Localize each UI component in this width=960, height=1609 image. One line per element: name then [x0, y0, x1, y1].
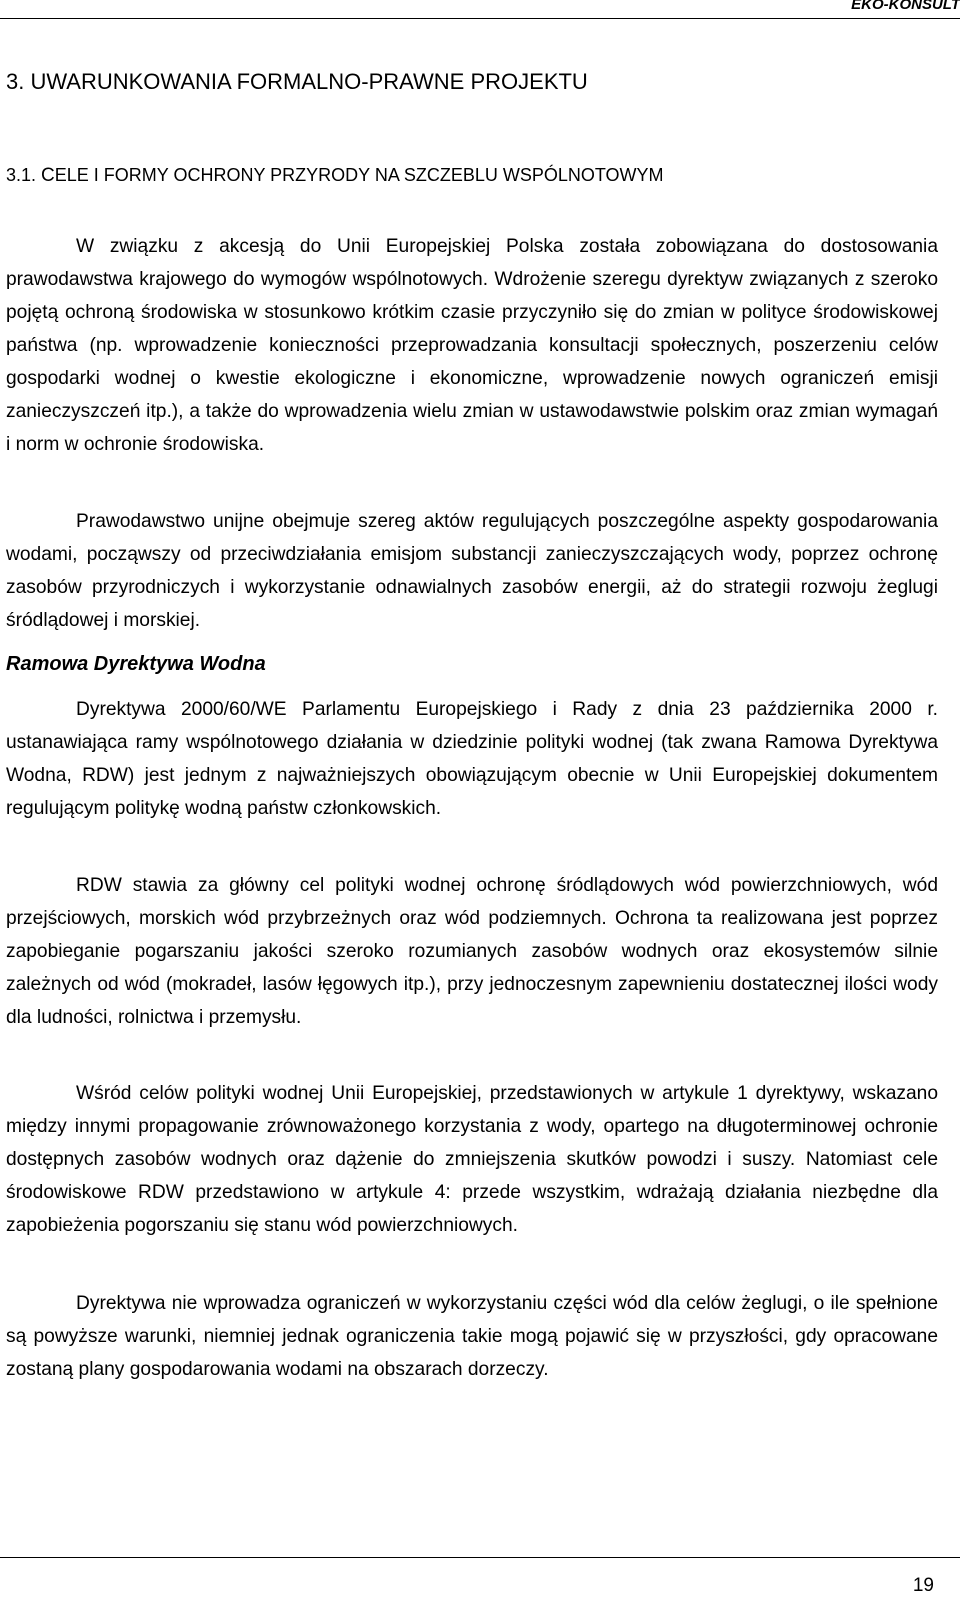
- paragraph-rdw-definition: [6, 693, 938, 825]
- paragraph-intro-text: W związku z akcesją do Unii Europejskiej Polska została zobowiązana do dostosowania prawodawstwa krajowego do wymogów wspólnotowych. Wdrożenie szeregu dyrektyw związanych z szeroko pojętą ochroną środowiska w stosunkowo krótkim czasie przyczyniło się do zmian w polityce środowiskowej państwa (np. wprowadzenie konieczności przeprowadzania konsultacji społecznych, poszerzeniu celów gospodarki wodnej o kwestie ekologiczne i ekonomiczne, wprowadzenie nowych ograniczeń emisji zanieczyszczeń itp.), a także do wprowadzenia wielu zmian w ustawodawstwie polskim oraz zmian wymagań i norm w ochronie środowiska.: [6, 236, 938, 455]
- paragraph-eu-water-policy-text: Wśród celów polityki wodnej Unii Europejskiej, przedstawionych w artykule 1 dyrektywy, wskazano między innymi propagowanie zrównoważonego korzystania z wody, opartego na długoterminowej ochronie dostępnych zasobów wodnych oraz dążenie do zmniejszenia skutków powodzi i suszy. Natomiast cele środowiskowe RDW przedstawiono w artykule 4: przede wszystkim, wdrażają działania niezbędne dla zapobieżenia pogorszaniu się stanu wód powierzchniowych.: [6, 1083, 938, 1236]
- footer-divider: [0, 1557, 960, 1558]
- subheading-ramowa-dyrektywa: Ramowa Dyrektywa Wodna: [6, 653, 266, 675]
- paragraph-eu-water-policy: [6, 1077, 938, 1242]
- header-company-name: EKO-KONSULT: [851, 0, 960, 13]
- paragraph-intro: [6, 230, 938, 461]
- section-title-first-letter: C: [41, 165, 55, 186]
- chapter-title: 3. UWARUNKOWANIA FORMALNO-PRAWNE PROJEKTU: [6, 69, 588, 94]
- section-title: [6, 162, 664, 189]
- section-title-text: ELE I FORMY OCHRONY PRZYRODY NA SZCZEBLU WSPÓLNOTOWYM: [54, 165, 664, 185]
- paragraph-navigation: [6, 1287, 938, 1386]
- paragraph-rdw-goal-text: RDW stawia za główny cel polityki wodnej ochronę śródlądowych wód powierzchniowych, wód przejściowych, morskich wód przybrzeżnych oraz wód podziemnych. Ochrona ta realizowana jest poprzez zapobieganie pogarszaniu jakości szeroko rozumianych zasobów wodnych oraz ekosystemów silnie zależnych od wód (mokradeł, lasów łęgowych itp.), przy jednoczesnym zapewnieniu dostatecznej ilości wody dla ludności, rolnictwa i przemysłu.: [6, 875, 938, 1028]
- paragraph-eu-law-text: Prawodawstwo unijne obejmuje szereg aktów regulujących poszczególne aspekty gospodarowania wodami, począwszy od przeciwdziałania emisjom substancji zanieczyszczających wody, poprzez ochronę zasobów przyrodniczych i wykorzystanie odnawialnych zasobów energii, aż do strategii rozwoju żeglugi śródlądowej i morskiej.: [6, 511, 938, 631]
- section-number: 3.1.: [6, 165, 42, 185]
- paragraph-navigation-text: Dyrektywa nie wprowadza ograniczeń w wykorzystaniu części wód dla celów żeglugi, o ile spełnione są powyższe warunki, niemniej jednak ograniczenia takie mogą pojawić się w przyszłości, gdy opracowane zostaną plany gospodarowania wodami na obszarach dorzeczy.: [6, 1293, 938, 1380]
- page-number: 19: [912, 1575, 934, 1596]
- paragraph-eu-law: [6, 505, 938, 637]
- paragraph-rdw-definition-text: Dyrektywa 2000/60/WE Parlamentu Europejskiego i Rady z dnia 23 października 2000 r. ustanawiająca ramy wspólnotowego działania w dziedzinie polityki wodnej (tak zwana Ramowa Dyrektywa Wodna, RDW) jest jednym z najważniejszych obowiązującym obecnie w Unii Europejskiej dokumentem regulującym politykę wodną państw członkowskich.: [6, 699, 938, 819]
- paragraph-rdw-goal: [6, 869, 938, 1034]
- header-divider: [0, 18, 960, 19]
